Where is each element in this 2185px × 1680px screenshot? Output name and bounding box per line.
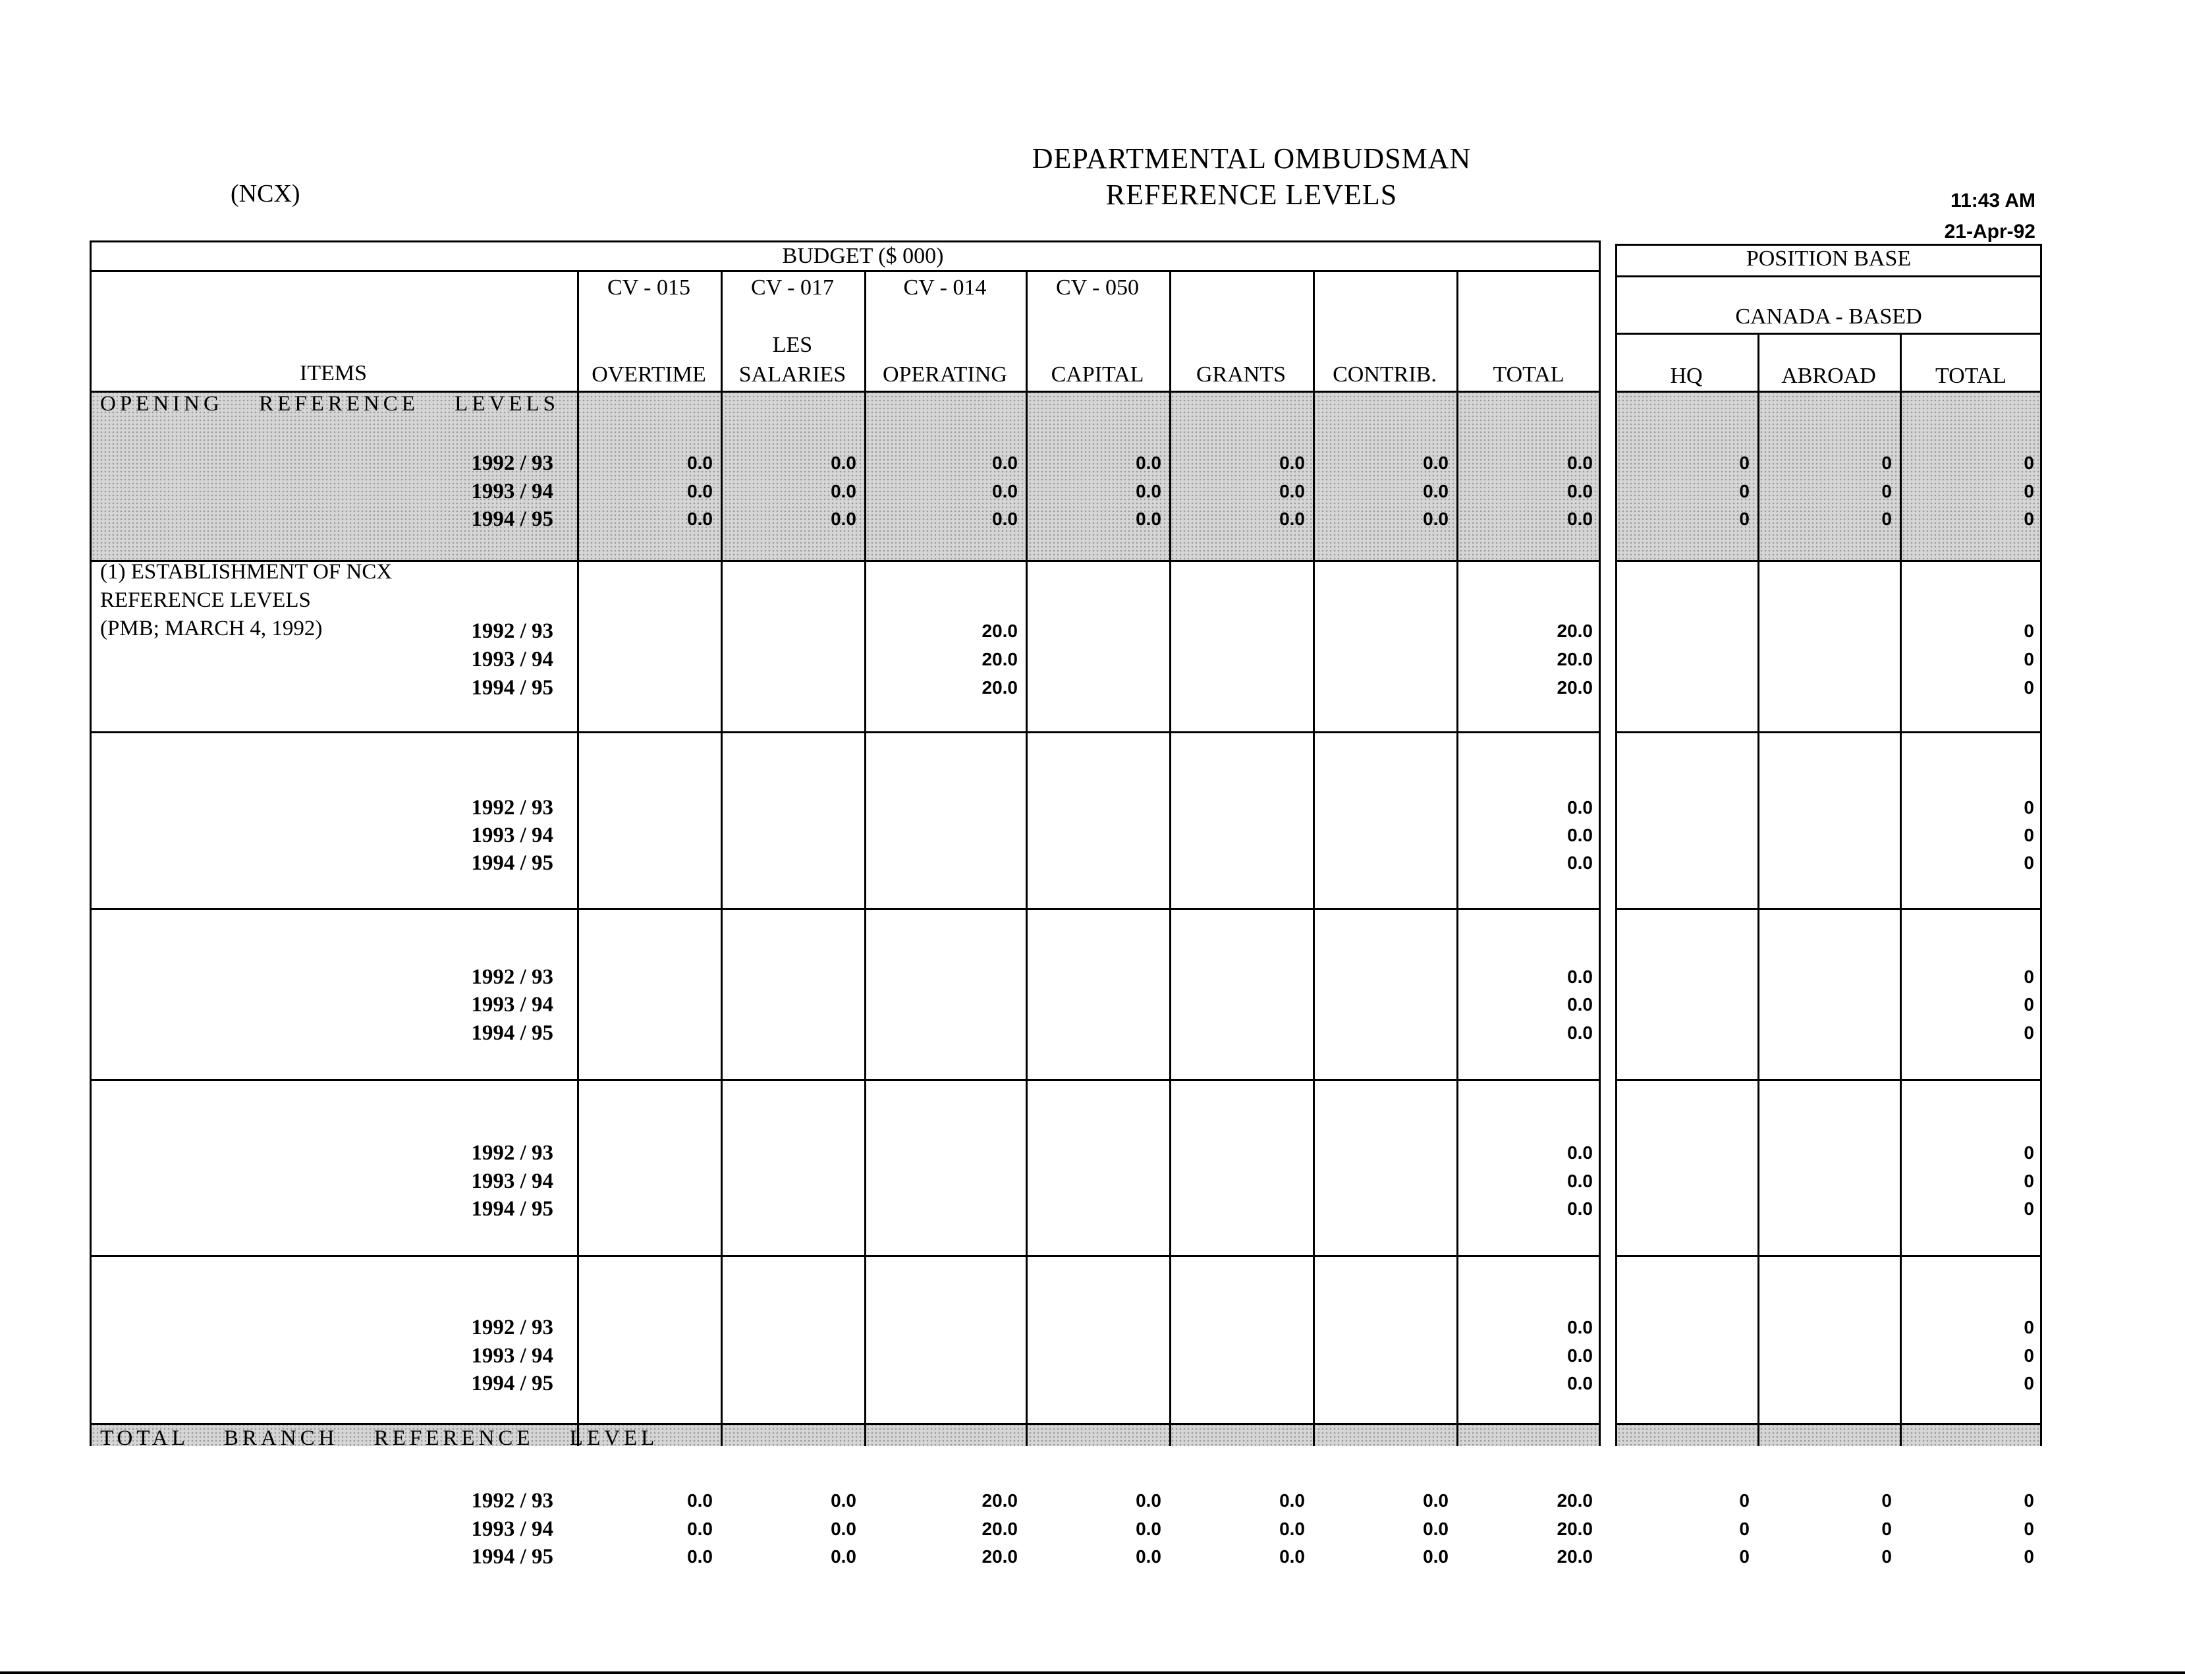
fiscal-year: 1994 / 95 [471,1021,553,1045]
position-value: 0 [1739,509,1750,529]
fiscal-year: 1992 / 93 [471,1141,553,1165]
department-code: (NCX) [231,180,300,208]
budget-value: 0.0 [1279,1519,1305,1539]
budget-value: 0.0 [1279,1490,1305,1511]
budget-value: 20.0 [982,649,1018,669]
budget-value: 0.0 [1567,797,1593,818]
position-value: 0 [1739,1546,1750,1567]
column-name-top: LES [772,333,813,357]
position-value: 0 [2024,966,2034,987]
budget-value: 0.0 [1279,453,1305,473]
fiscal-year: 1992 / 93 [471,451,553,475]
budget-value: 0.0 [1567,825,1593,845]
budget-value: 0.0 [1567,1022,1593,1043]
budget-value: 0.0 [831,453,856,473]
column-line [1026,270,1028,1446]
budget-value: 20.0 [1557,677,1593,698]
page-bottom-rule [0,1671,2185,1674]
canada-based-header: CANADA - BASED [1735,304,1922,329]
position-value: 0 [2024,1490,2034,1511]
budget-value: 0.0 [1567,1373,1593,1393]
budget-value: 0.0 [1567,994,1593,1015]
position-value: 0 [2024,853,2034,873]
rule-line [1615,560,2042,562]
item-label: REFERENCE LEVELS [100,588,311,612]
budget-value: 0.0 [831,1546,856,1567]
position-value: 0 [2024,677,2034,698]
budget-header: BUDGET ($ 000) [782,244,944,268]
budget-value: 0.0 [992,481,1018,501]
position-value: 0 [2024,1171,2034,1191]
rule-line [1615,391,2042,393]
column-code: CV - 017 [751,275,834,300]
position-value: 0 [1739,1490,1750,1511]
shaded-band [1617,1423,2040,1446]
budget-value: 0.0 [1423,453,1449,473]
column-code: CV - 014 [903,275,987,300]
position-value: 0 [2024,1373,2034,1393]
position-value: 0 [2024,1519,2034,1539]
document-subtitle: REFERENCE LEVELS [1105,179,1398,211]
position-value: 0 [1881,1490,1892,1511]
rule-line [90,731,1601,733]
column-line [577,270,579,1446]
budget-value: 20.0 [1557,621,1593,641]
column-name: OVERTIME [592,362,706,387]
budget-value: 0.0 [831,1519,856,1539]
rule-line [90,908,1601,910]
shaded-band [1617,391,2040,560]
budget-value: 0.0 [831,481,856,501]
budget-value: 0.0 [1279,1546,1305,1567]
column-name: TOTAL [1493,362,1564,387]
rule-line [90,270,1601,272]
fiscal-year: 1993 / 94 [471,480,553,503]
budget-value: 0.0 [1567,1345,1593,1366]
fiscal-year: 1993 / 94 [471,1169,553,1193]
fiscal-year: 1992 / 93 [471,619,553,643]
position-value: 0 [2024,1198,2034,1219]
budget-value: 20.0 [1557,1546,1593,1567]
position-value: 0 [2024,1142,2034,1163]
position-column-header: ABROAD [1781,364,1876,388]
column-name: CONTRIB. [1333,362,1437,387]
budget-value: 0.0 [1567,853,1593,873]
position-value: 0 [1881,481,1892,501]
rule-line [90,1079,1601,1081]
budget-value: 0.0 [1423,509,1449,529]
budget-value: 0.0 [992,453,1018,473]
position-value: 0 [2024,797,2034,818]
budget-value: 0.0 [687,453,713,473]
rule-line [90,1255,1601,1257]
budget-value: 0.0 [1567,1198,1593,1219]
column-line [864,270,866,1446]
fiscal-year: 1992 / 93 [471,796,553,820]
column-code: CV - 050 [1056,275,1139,300]
budget-value: 0.0 [1136,453,1161,473]
rule-line [1615,333,2042,335]
fiscal-year: 1993 / 94 [471,648,553,671]
budget-value: 20.0 [982,1546,1018,1567]
budget-value: 0.0 [1423,1546,1449,1567]
position-value: 0 [2024,994,2034,1015]
budget-value: 0.0 [1423,1490,1449,1511]
position-column-header: TOTAL [1935,364,2007,388]
position-value: 0 [1881,453,1892,473]
fiscal-year: 1994 / 95 [471,507,553,531]
fiscal-year: 1994 / 95 [471,1372,553,1395]
position-value: 0 [2024,1022,2034,1043]
budget-value: 0.0 [1279,509,1305,529]
fiscal-year: 1992 / 93 [471,1489,553,1513]
position-value: 0 [2024,825,2034,845]
budget-value: 0.0 [1279,481,1305,501]
budget-value: 0.0 [1136,481,1161,501]
position-value: 0 [2024,453,2034,473]
position-value: 0 [2024,509,2034,529]
budget-value: 0.0 [687,481,713,501]
budget-value: 0.0 [1136,1519,1161,1539]
rule-line [90,1423,1601,1425]
rule-line [1615,1423,2042,1425]
budget-value: 0.0 [992,509,1018,529]
fiscal-year: 1994 / 95 [471,851,553,875]
budget-value: 0.0 [687,509,713,529]
position-value: 0 [2024,1317,2034,1337]
budget-value: 0.0 [1567,481,1593,501]
budget-value: 0.0 [1423,481,1449,501]
column-name: GRANTS [1196,362,1286,387]
rule-line [1615,731,2042,733]
budget-value: 20.0 [982,1519,1018,1539]
budget-value: 0.0 [1423,1519,1449,1539]
position-value: 0 [2024,481,2034,501]
item-label: (1) ESTABLISHMENT OF NCX [100,560,393,584]
item-label: (PMB; MARCH 4, 1992) [100,617,323,640]
fiscal-year: 1993 / 94 [471,993,553,1017]
fiscal-year: 1993 / 94 [471,1517,553,1541]
budget-value: 20.0 [1557,649,1593,669]
budget-value: 0.0 [831,1490,856,1511]
rule-line [1615,1255,2042,1257]
budget-value: 0.0 [1136,509,1161,529]
budget-value: 0.0 [687,1546,713,1567]
date-stamp: 21-Apr-92 [1944,221,2035,242]
position-value: 0 [1881,1519,1892,1539]
fiscal-year: 1994 / 95 [471,676,553,700]
budget-value: 0.0 [1136,1546,1161,1567]
rule-line [1615,908,2042,910]
time-stamp: 11:43 AM [1950,190,2035,211]
budget-value: 0.0 [1567,1317,1593,1337]
fiscal-year: 1992 / 93 [471,1316,553,1339]
position-value: 0 [1881,1546,1892,1567]
column-line [1169,270,1171,1446]
budget-value: 0.0 [1567,1171,1593,1191]
rule-line [1615,1079,2042,1081]
budget-value: 20.0 [1557,1490,1593,1511]
fiscal-year: 1994 / 95 [471,1197,553,1221]
item-label: OPENING REFERENCE LEVELS [100,392,559,416]
budget-value: 20.0 [982,1490,1018,1511]
document-title: DEPARTMENTAL OMBUDSMAN [1032,142,1472,175]
budget-value: 0.0 [1567,1142,1593,1163]
position-value: 0 [2024,649,2034,669]
fiscal-year: 1993 / 94 [471,1344,553,1368]
items-header: ITEMS [300,361,367,385]
position-value: 0 [2024,1546,2034,1567]
position-value: 0 [1739,481,1750,501]
budget-value: 20.0 [982,677,1018,698]
position-base-header: POSITION BASE [1746,246,1912,271]
budget-value: 0.0 [687,1490,713,1511]
column-line [721,270,723,1446]
budget-value: 0.0 [1567,966,1593,987]
position-value: 0 [1739,1519,1750,1539]
budget-value: 20.0 [1557,1519,1593,1539]
budget-value: 20.0 [982,621,1018,641]
rule-line [1615,275,2042,277]
column-name: CAPITAL [1051,362,1144,387]
column-code: CV - 015 [607,275,690,300]
fiscal-year: 1994 / 95 [471,1545,553,1569]
fiscal-year: 1992 / 93 [471,965,553,989]
position-value: 0 [1881,509,1892,529]
position-value: 0 [2024,1345,2034,1366]
position-column-header: HQ [1670,364,1703,388]
budget-value: 0.0 [1136,1490,1161,1511]
column-name: SALARIES [738,362,846,387]
budget-value: 0.0 [1567,453,1593,473]
column-name: OPERATING [883,362,1007,387]
column-line [1313,270,1315,1446]
position-value: 0 [1739,453,1750,473]
budget-value: 0.0 [831,509,856,529]
item-label: TOTAL BRANCH REFERENCE LEVEL [100,1426,659,1450]
position-value: 0 [2024,621,2034,641]
budget-value: 0.0 [687,1519,713,1539]
fiscal-year: 1993 / 94 [471,824,553,847]
budget-value: 0.0 [1567,509,1593,529]
